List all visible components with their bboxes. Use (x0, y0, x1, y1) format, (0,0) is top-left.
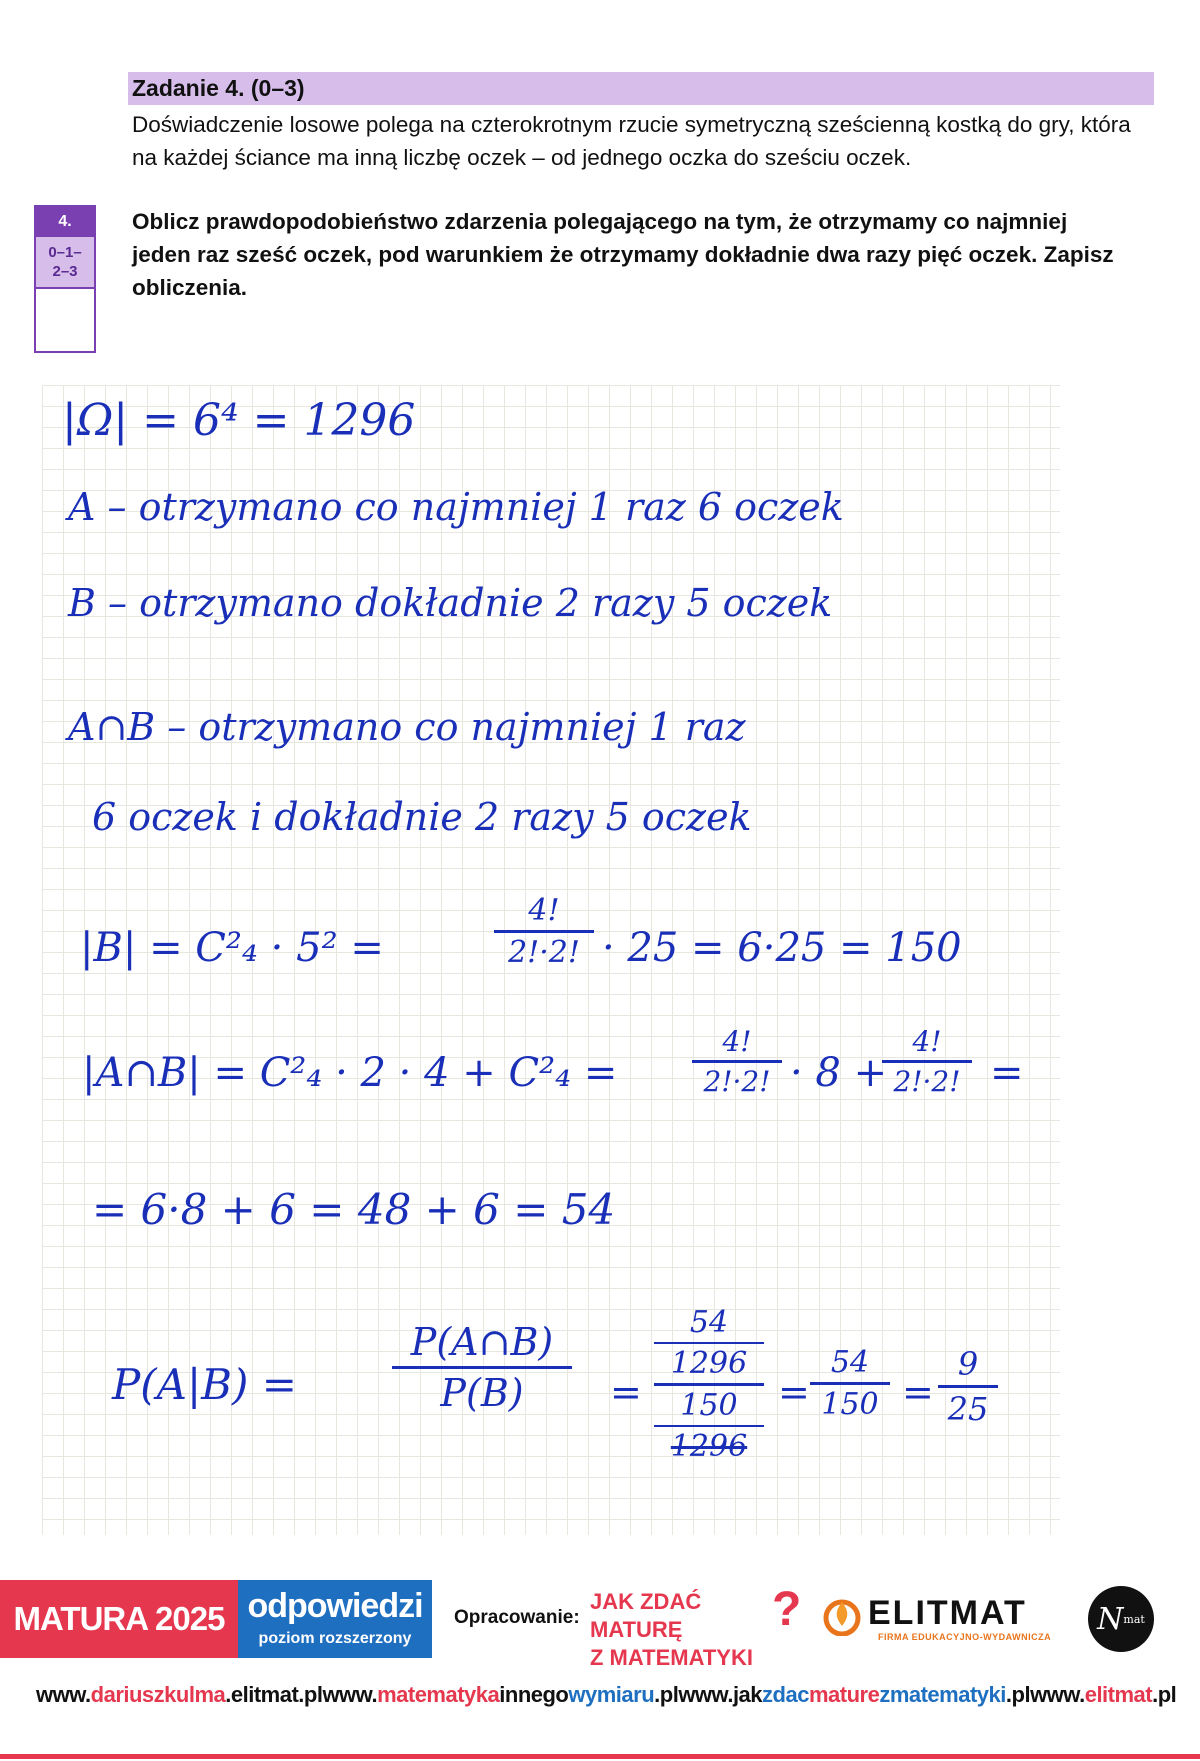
url-matematykainnegowymiaru[interactable] (322, 1682, 678, 1716)
task-title: Zadanie 4. (0–3) (132, 75, 305, 101)
ab-fraction-2-bar (882, 1060, 972, 1063)
ab-fraction-2-num: 4! (912, 1025, 942, 1058)
p-left: P(A|B) = (112, 1360, 297, 1409)
url-part: zdac (762, 1682, 809, 1707)
url-part: wymiaru (568, 1682, 655, 1707)
url-dariuszkulma[interactable] (36, 1682, 322, 1716)
p-final-bar (938, 1385, 998, 1388)
b-fraction-den: 2!·2! (508, 935, 580, 970)
solution-grid (42, 385, 1060, 1535)
p-fraction-3-bar (810, 1382, 890, 1385)
poziom-label: poziom rozszerzony (258, 1630, 412, 1647)
p-eq-3: = (902, 1370, 934, 1414)
url-part: matematyka (377, 1682, 500, 1707)
jak-zdac-logo (590, 1583, 802, 1670)
task-question: Oblicz prawdopodobieństwo zdarzenia polegającego na tym, że otrzymamy co najmniej jeden raz sześć oczek, pod warunkiem że otrzymamy dokładnie dwa razy pięć oczek. Zapisz obliczenia. (132, 209, 1114, 300)
b-fraction-bar (494, 930, 594, 933)
ab-fraction-1-num: 4! (722, 1025, 752, 1058)
elitmat-wordmark: ELITMAT (868, 1594, 1027, 1632)
url-part: mature (808, 1682, 880, 1707)
p-compound-fraction (654, 1305, 764, 1464)
question-mark-icon: ? (772, 1583, 802, 1636)
url-part: zmatematyki (879, 1682, 1006, 1707)
score-range: 0–1– 2–3 (36, 237, 94, 289)
p-fraction-3-num: 54 (830, 1345, 870, 1380)
opracowanie-label: Opracowanie: (454, 1607, 580, 1628)
url-part: www. (36, 1682, 91, 1707)
b-count-left: |B| = C²₄ · 5² = (80, 925, 384, 971)
ab-count-end: = (990, 1050, 1024, 1096)
event-ab-line-1: A∩B – otrzymano co najmniej 1 raz (68, 705, 746, 749)
p-fraction-3 (810, 1345, 890, 1422)
p-compound-den-top: 150 (680, 1388, 738, 1423)
p-eq-1: = (610, 1370, 642, 1414)
url-part: innego (499, 1682, 569, 1707)
url-part: www. (322, 1682, 378, 1707)
footer-urls (0, 1682, 1200, 1716)
jak-zdac-line-2: Z MATEMATYKI (590, 1645, 753, 1670)
elitmat-tagline: FIRMA EDUKACYJNO-WYDAWNICZA (878, 1632, 1052, 1642)
p-fraction-bar (392, 1366, 572, 1369)
p-final-num: 9 (957, 1345, 979, 1383)
url-part: .elitmat.pl (225, 1682, 323, 1707)
p-compound-main-bar (654, 1383, 764, 1386)
nmat-letter: N (1097, 1601, 1124, 1637)
odpowiedzi-label: odpowiedzi (247, 1587, 423, 1625)
p-final-fraction (938, 1345, 998, 1428)
event-ab-line-2: 6 oczek i dokładnie 2 razy 5 oczek (92, 795, 752, 839)
omega-line: |Ω| = 6⁴ = 1296 (62, 395, 416, 446)
url-part: .pl (1005, 1682, 1031, 1707)
odpowiedzi-badge (238, 1580, 432, 1658)
ab-result-line: = 6·8 + 6 = 48 + 6 = 54 (92, 1185, 616, 1234)
url-part: elitmat (1084, 1682, 1153, 1707)
score-number: 4. (36, 207, 94, 237)
ab-fraction-1-bar (692, 1060, 782, 1063)
p-compound-den-bar (654, 1425, 764, 1427)
jak-zdac-line-1: JAK ZDAĆ MATURĘ (590, 1589, 702, 1642)
event-b-line: B – otrzymano dokładnie 2 razy 5 oczek (68, 581, 833, 625)
ab-fraction-2-den: 2!·2! (893, 1065, 961, 1098)
nmat-logo (1088, 1586, 1154, 1652)
b-fraction (494, 893, 594, 970)
ab-fraction-2 (882, 1025, 972, 1098)
elitmat-logo (822, 1594, 1062, 1646)
ab-count-left: |A∩B| = C²₄ · 2 · 4 + C²₄ = (82, 1050, 618, 1096)
ab-fraction-1-den: 2!·2! (703, 1065, 771, 1098)
url-jakzdacmaturezmatematyki[interactable] (678, 1682, 1030, 1716)
p-fraction (392, 1320, 572, 1415)
score-box (34, 205, 96, 353)
bottom-divider (0, 1754, 1200, 1759)
ab-fraction-1 (692, 1025, 782, 1098)
p-compound-den-bot: 1296 (670, 1429, 748, 1464)
p-fraction-3-den: 150 (821, 1387, 879, 1422)
p-fraction-num: P(A∩B) (410, 1320, 554, 1364)
p-compound-num-bar (654, 1342, 764, 1344)
p-fraction-den: P(B) (440, 1371, 524, 1415)
p-final-den: 25 (947, 1390, 989, 1428)
url-part: .pl (654, 1682, 679, 1707)
ab-count-mid: · 8 + (790, 1050, 888, 1096)
url-elitmat[interactable] (1030, 1682, 1176, 1716)
b-fraction-num: 4! (528, 893, 560, 928)
elitmat-flame-icon (822, 1596, 862, 1636)
p-compound-num-bot: 1296 (670, 1346, 748, 1381)
matura-badge: MATURA 2025 (0, 1580, 238, 1658)
footer-band (0, 1580, 1200, 1670)
url-part: dariuszkulma (90, 1682, 226, 1707)
task-description: Doświadczenie losowe polega na czterokrotnym rzucie symetryczną sześcienną kostką do gry, która na każdej ściance ma inną liczbę oczek – od jednego oczka do sześciu oczek. (132, 112, 1131, 170)
task-header (128, 72, 1154, 105)
url-part: www.jak (678, 1682, 763, 1707)
p-compound-num-top: 54 (689, 1305, 729, 1340)
url-part: .pl (1152, 1682, 1177, 1707)
url-part: www. (1030, 1682, 1085, 1707)
p-eq-2: = (778, 1370, 810, 1414)
b-count-right: · 25 = 6·25 = 150 (602, 925, 962, 971)
nmat-sup: mat (1123, 1612, 1145, 1626)
event-a-line: A – otrzymano co najmniej 1 raz 6 oczek (68, 485, 844, 529)
